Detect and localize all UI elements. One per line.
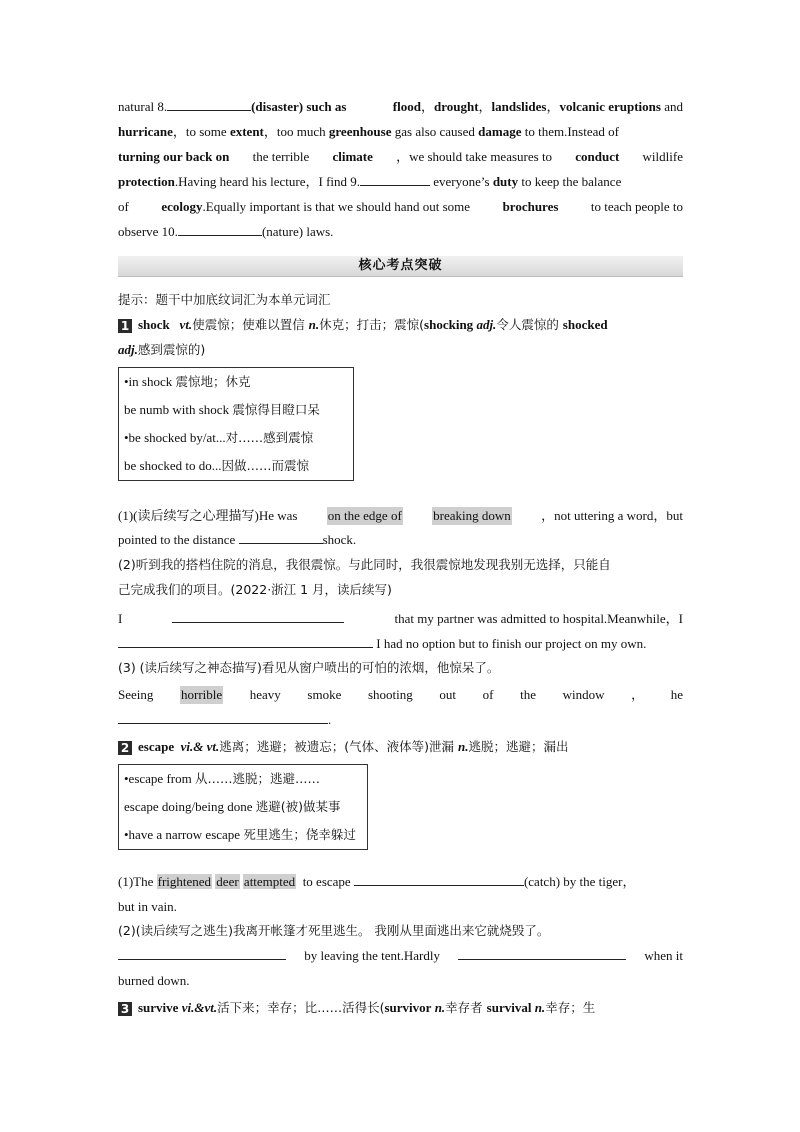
passage-line-3: turning our back on the terrible climate ，we should take measures to conduct wildlife [118, 149, 683, 164]
blank-s2-q1[interactable] [354, 873, 524, 886]
passage-line-5: of ecology.Equally important is that we should hand out some brochures to teach people to [118, 199, 683, 214]
item-number-badge: 1 [118, 319, 132, 333]
phrase-line: escape doing/being done 逃避(被)做某事 [124, 799, 341, 814]
entry-shock-heading-cont: adj.感到震惊的) [118, 342, 206, 357]
blank-s2-q2-b[interactable] [458, 947, 626, 960]
item-number-badge: 3 [118, 1002, 132, 1016]
s1-question-1-cont: pointed to the distance shock. [118, 532, 357, 547]
tip-text: 提示：题干中加底纹词汇为本单元词汇 [118, 292, 331, 307]
s2-question-1: (1)The frightened deer attempted to escape (catch) by the tiger， [118, 874, 636, 889]
passage-line-6: observe 10. (nature) laws. [118, 224, 334, 239]
blank-8[interactable] [167, 98, 251, 111]
s2-question-2-answer-cont: burned down. [118, 973, 190, 988]
passage-line-2: hurricane，to some extent，too much greenhouse gas also caused damage to them.Instead of [118, 124, 619, 139]
phrase-box-escape [118, 764, 368, 850]
phrase-line: •have a narrow escape 死里逃生；侥幸躲过 [124, 827, 356, 842]
phrase-line: •in shock 震惊地；休克 [124, 374, 251, 389]
s1-question-3-answer-cont: . [118, 711, 683, 729]
phrase-line: be numb with shock 震惊得目瞪口呆 [124, 402, 320, 417]
s1-question-2-answer-2: I had no option but to finish our project on my own. [118, 635, 683, 653]
s2-question-1-cont: but in vain. [118, 899, 177, 914]
passage-line-4: protection.Having heard his lecture，I find 9. everyone’s duty to keep the balance [118, 174, 622, 189]
entry-survive-heading: 3 survive vi.&vt.活下来；幸存；比……活得长(survivor n.幸存者 survival n.幸存；生 [118, 999, 683, 1017]
s1-question-1: (1)(读后续写之心理描写)He was on the edge of breaking down ，not uttering a word，but [118, 508, 683, 523]
s1-question-3-answer: Seeing horrible heavy smoke shooting out of the window ， he [118, 687, 683, 702]
blank-s1-q3[interactable] [118, 711, 328, 724]
s1-question-2-source: 己完成我们的项目。(2022·浙江 1 月，读后续写) [118, 582, 392, 597]
blank-s1-q2-a[interactable] [172, 610, 344, 623]
s1-question-2: (2)听到我的搭档住院的消息，我很震惊。与此同时，我很震惊地发现我别无选择，只能自 [118, 557, 611, 572]
s2-question-2-answer: by leaving the tent.Hardly when it [118, 947, 683, 965]
phrase-line: •escape from 从……逃脱；逃避…… [124, 771, 320, 786]
entry-escape-heading: 2 escape vi.& vt.逃离；逃避；被遗忘；(气体、液体等)泄漏 n.逃脱；逃避；漏出 [118, 738, 683, 756]
blank-s1-q1[interactable] [239, 531, 323, 544]
blank-10[interactable] [178, 223, 262, 236]
section-banner: 核心考点突破 [118, 256, 683, 277]
phrase-line: •be shocked by/at...对……感到震惊 [124, 430, 314, 445]
entry-shock-heading: 1 shock vt.使震惊；使难以置信 n.休克；打击；震惊(shocking adj.令人震惊的 shocked [118, 316, 683, 334]
blank-9[interactable] [360, 173, 430, 186]
item-number-badge: 2 [118, 741, 132, 755]
passage-line-1: natural 8. (disaster) such as flood，drought，landslides，volcanic eruptions and [118, 99, 683, 114]
blank-s2-q2-a[interactable] [118, 947, 286, 960]
s1-question-3: (3) (读后续写之神态描写)看见从窗户喷出的可怕的浓烟，他惊呆了。 [118, 660, 500, 675]
s2-question-2: (2)(读后续写之逃生)我离开帐篷才死里逃生。 我刚从里面逃出来它就烧毁了。 [118, 923, 550, 938]
s1-question-2-answer-1: I that my partner was admitted to hospital.Meanwhile，I [118, 611, 683, 626]
phrase-line: be shocked to do...因做……而震惊 [124, 458, 309, 473]
blank-s1-q2-b[interactable] [118, 635, 373, 648]
phrase-box-shock [118, 367, 354, 481]
